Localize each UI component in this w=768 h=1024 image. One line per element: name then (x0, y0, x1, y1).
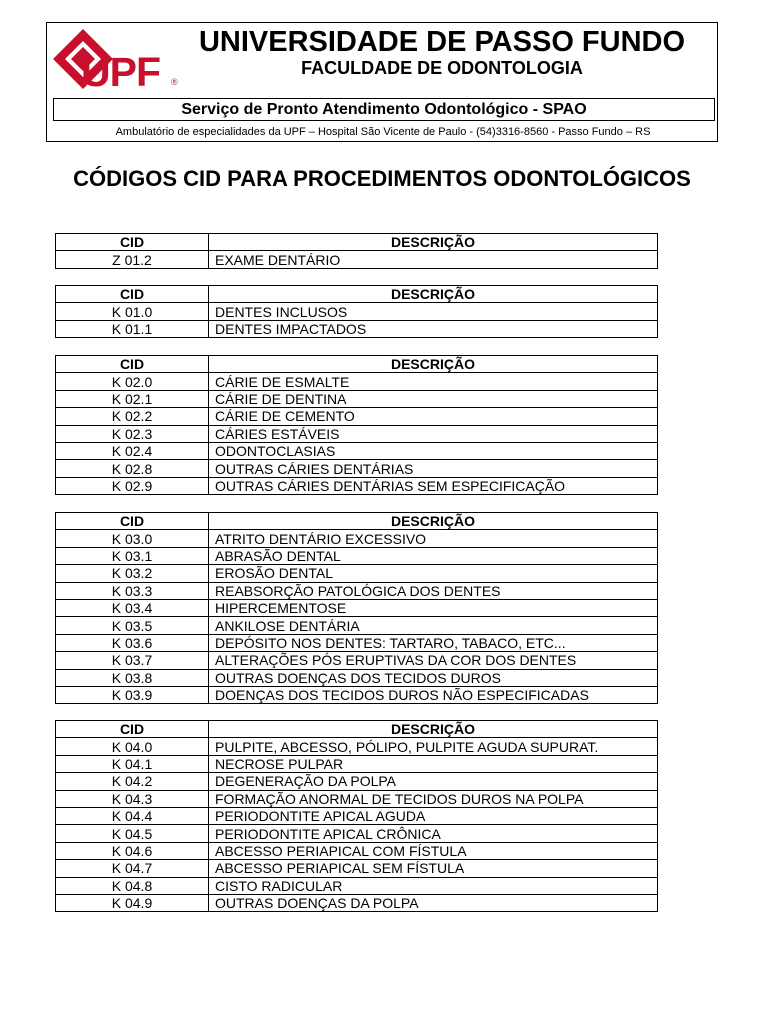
table-row (56, 617, 658, 634)
cid-description: EXAME DENTÁRIO (209, 251, 658, 268)
cid-code: K 04.1 (56, 755, 209, 772)
cid-description: ATRITO DENTÁRIO EXCESSIVO (209, 530, 658, 547)
cid-code: K 03.1 (56, 547, 209, 564)
cid-code: K 04.0 (56, 738, 209, 755)
cid-code: K 04.7 (56, 860, 209, 877)
cid-description: HIPERCEMENTOSE (209, 599, 658, 616)
table-row (56, 582, 658, 599)
cid-description: EROSÃO DENTAL (209, 565, 658, 582)
cid-code: K 03.3 (56, 582, 209, 599)
cid-description: OUTRAS DOENÇAS DA POLPA (209, 894, 658, 911)
table-row (56, 773, 658, 790)
cid-code: K 02.4 (56, 442, 209, 459)
document-title: CÓDIGOS CID PARA PROCEDIMENTOS ODONTOLÓGICOS (73, 166, 691, 191)
cid-table (55, 720, 658, 912)
table-row (56, 738, 658, 755)
cid-description: ABCESSO PERIAPICAL COM FÍSTULA (209, 842, 658, 859)
description-column-header: DESCRIÇÃO (209, 513, 658, 530)
cid-description: OUTRAS CÁRIES DENTÁRIAS (209, 460, 658, 477)
cid-code: K 03.9 (56, 686, 209, 703)
cid-code: K 01.1 (56, 320, 209, 337)
table-row (56, 894, 658, 911)
faculty-name: FACULDADE DE ODONTOLOGIA (301, 58, 583, 78)
cid-description: PERIODONTITE APICAL CRÔNICA (209, 825, 658, 842)
table-row (56, 634, 658, 651)
cid-code: K 02.9 (56, 477, 209, 494)
cid-code: K 04.8 (56, 877, 209, 894)
cid-column-header: CID (56, 286, 209, 303)
cid-description: DEPÓSITO NOS DENTES: TARTARO, TABACO, ETC... (209, 634, 658, 651)
cid-code: K 03.7 (56, 652, 209, 669)
cid-description: CÁRIES ESTÁVEIS (209, 425, 658, 442)
cid-code: K 02.2 (56, 408, 209, 425)
cid-description: DENTES IMPACTADOS (209, 320, 658, 337)
description-column-header: DESCRIÇÃO (209, 234, 658, 251)
cid-description: ABRASÃO DENTAL (209, 547, 658, 564)
table-row (56, 442, 658, 459)
cid-description: CISTO RADICULAR (209, 877, 658, 894)
cid-code: K 04.6 (56, 842, 209, 859)
cid-code: K 02.3 (56, 425, 209, 442)
description-column-header: DESCRIÇÃO (209, 356, 658, 373)
table-row (56, 373, 658, 390)
cid-description: CÁRIE DE CEMENTO (209, 408, 658, 425)
table-row (56, 320, 658, 337)
cid-code: Z 01.2 (56, 251, 209, 268)
table-row (56, 303, 658, 320)
cid-column-header: CID (56, 234, 209, 251)
cid-code: K 04.9 (56, 894, 209, 911)
cid-description: ANKILOSE DENTÁRIA (209, 617, 658, 634)
cid-code: K 04.4 (56, 807, 209, 824)
cid-table (55, 512, 658, 704)
cid-code: K 03.2 (56, 565, 209, 582)
table-row (56, 565, 658, 582)
table-header-row (56, 721, 658, 738)
cid-code: K 04.2 (56, 773, 209, 790)
cid-description: ABCESSO PERIAPICAL SEM FÍSTULA (209, 860, 658, 877)
table-row (56, 807, 658, 824)
cid-code: K 04.5 (56, 825, 209, 842)
table-row (56, 686, 658, 703)
table-header-row (56, 234, 658, 251)
cid-code: K 03.0 (56, 530, 209, 547)
table-row (56, 842, 658, 859)
cid-table (55, 285, 658, 338)
table-row (56, 251, 658, 268)
table-row (56, 460, 658, 477)
cid-description: REABSORÇÃO PATOLÓGICA DOS DENTES (209, 582, 658, 599)
table-row (56, 669, 658, 686)
table-header-row (56, 286, 658, 303)
logo-text: UPF (81, 49, 160, 95)
table-row (56, 547, 658, 564)
cid-description: DEGENERAÇÃO DA POLPA (209, 773, 658, 790)
cid-description: ODONTOCLASIAS (209, 442, 658, 459)
cid-code: K 02.1 (56, 390, 209, 407)
cid-code: K 01.0 (56, 303, 209, 320)
cid-column-header: CID (56, 513, 209, 530)
cid-description: DENTES INCLUSOS (209, 303, 658, 320)
table-row (56, 860, 658, 877)
cid-code: K 03.8 (56, 669, 209, 686)
cid-description: PULPITE, ABCESSO, PÓLIPO, PULPITE AGUDA SUPURAT. (209, 738, 658, 755)
cid-description: OUTRAS CÁRIES DENTÁRIAS SEM ESPECIFICAÇÃO (209, 477, 658, 494)
table-row (56, 408, 658, 425)
cid-description: DOENÇAS DOS TECIDOS DUROS NÃO ESPECIFICADAS (209, 686, 658, 703)
cid-code: K 02.0 (56, 373, 209, 390)
cid-code: K 04.3 (56, 790, 209, 807)
table-row (56, 425, 658, 442)
registered-mark: ® (171, 77, 178, 87)
cid-code: K 03.6 (56, 634, 209, 651)
table-row (56, 755, 658, 772)
table-row (56, 477, 658, 494)
cid-column-header: CID (56, 356, 209, 373)
cid-description: OUTRAS DOENÇAS DOS TECIDOS DUROS (209, 669, 658, 686)
cid-code: K 02.8 (56, 460, 209, 477)
cid-description: PERIODONTITE APICAL AGUDA (209, 807, 658, 824)
table-row (56, 530, 658, 547)
cid-table (55, 355, 658, 495)
table-row (56, 390, 658, 407)
upf-logo (51, 27, 181, 95)
table-row (56, 877, 658, 894)
cid-description: FORMAÇÃO ANORMAL DE TECIDOS DUROS NA POLPA (209, 790, 658, 807)
cid-code: K 03.5 (56, 617, 209, 634)
cid-description: CÁRIE DE ESMALTE (209, 373, 658, 390)
description-column-header: DESCRIÇÃO (209, 721, 658, 738)
letterhead (46, 22, 718, 142)
cid-code: K 03.4 (56, 599, 209, 616)
service-name: Serviço de Pronto Atendimento Odontológico - SPAO (53, 98, 715, 121)
table-row (56, 790, 658, 807)
cid-description: ALTERAÇÕES PÓS ERUPTIVAS DA COR DOS DENTES (209, 652, 658, 669)
cid-description: NECROSE PULPAR (209, 755, 658, 772)
address-line: Ambulatório de especialidades da UPF – Hospital São Vicente de Paulo - (54)3316-8560 - Passo Fundo – RS (115, 126, 651, 138)
description-column-header: DESCRIÇÃO (209, 286, 658, 303)
cid-table (55, 233, 658, 269)
table-row (56, 652, 658, 669)
table-row (56, 599, 658, 616)
university-name: UNIVERSIDADE DE PASSO FUNDO (198, 26, 686, 58)
cid-description: CÁRIE DE DENTINA (209, 390, 658, 407)
table-header-row (56, 513, 658, 530)
table-header-row (56, 356, 658, 373)
cid-column-header: CID (56, 721, 209, 738)
table-row (56, 825, 658, 842)
